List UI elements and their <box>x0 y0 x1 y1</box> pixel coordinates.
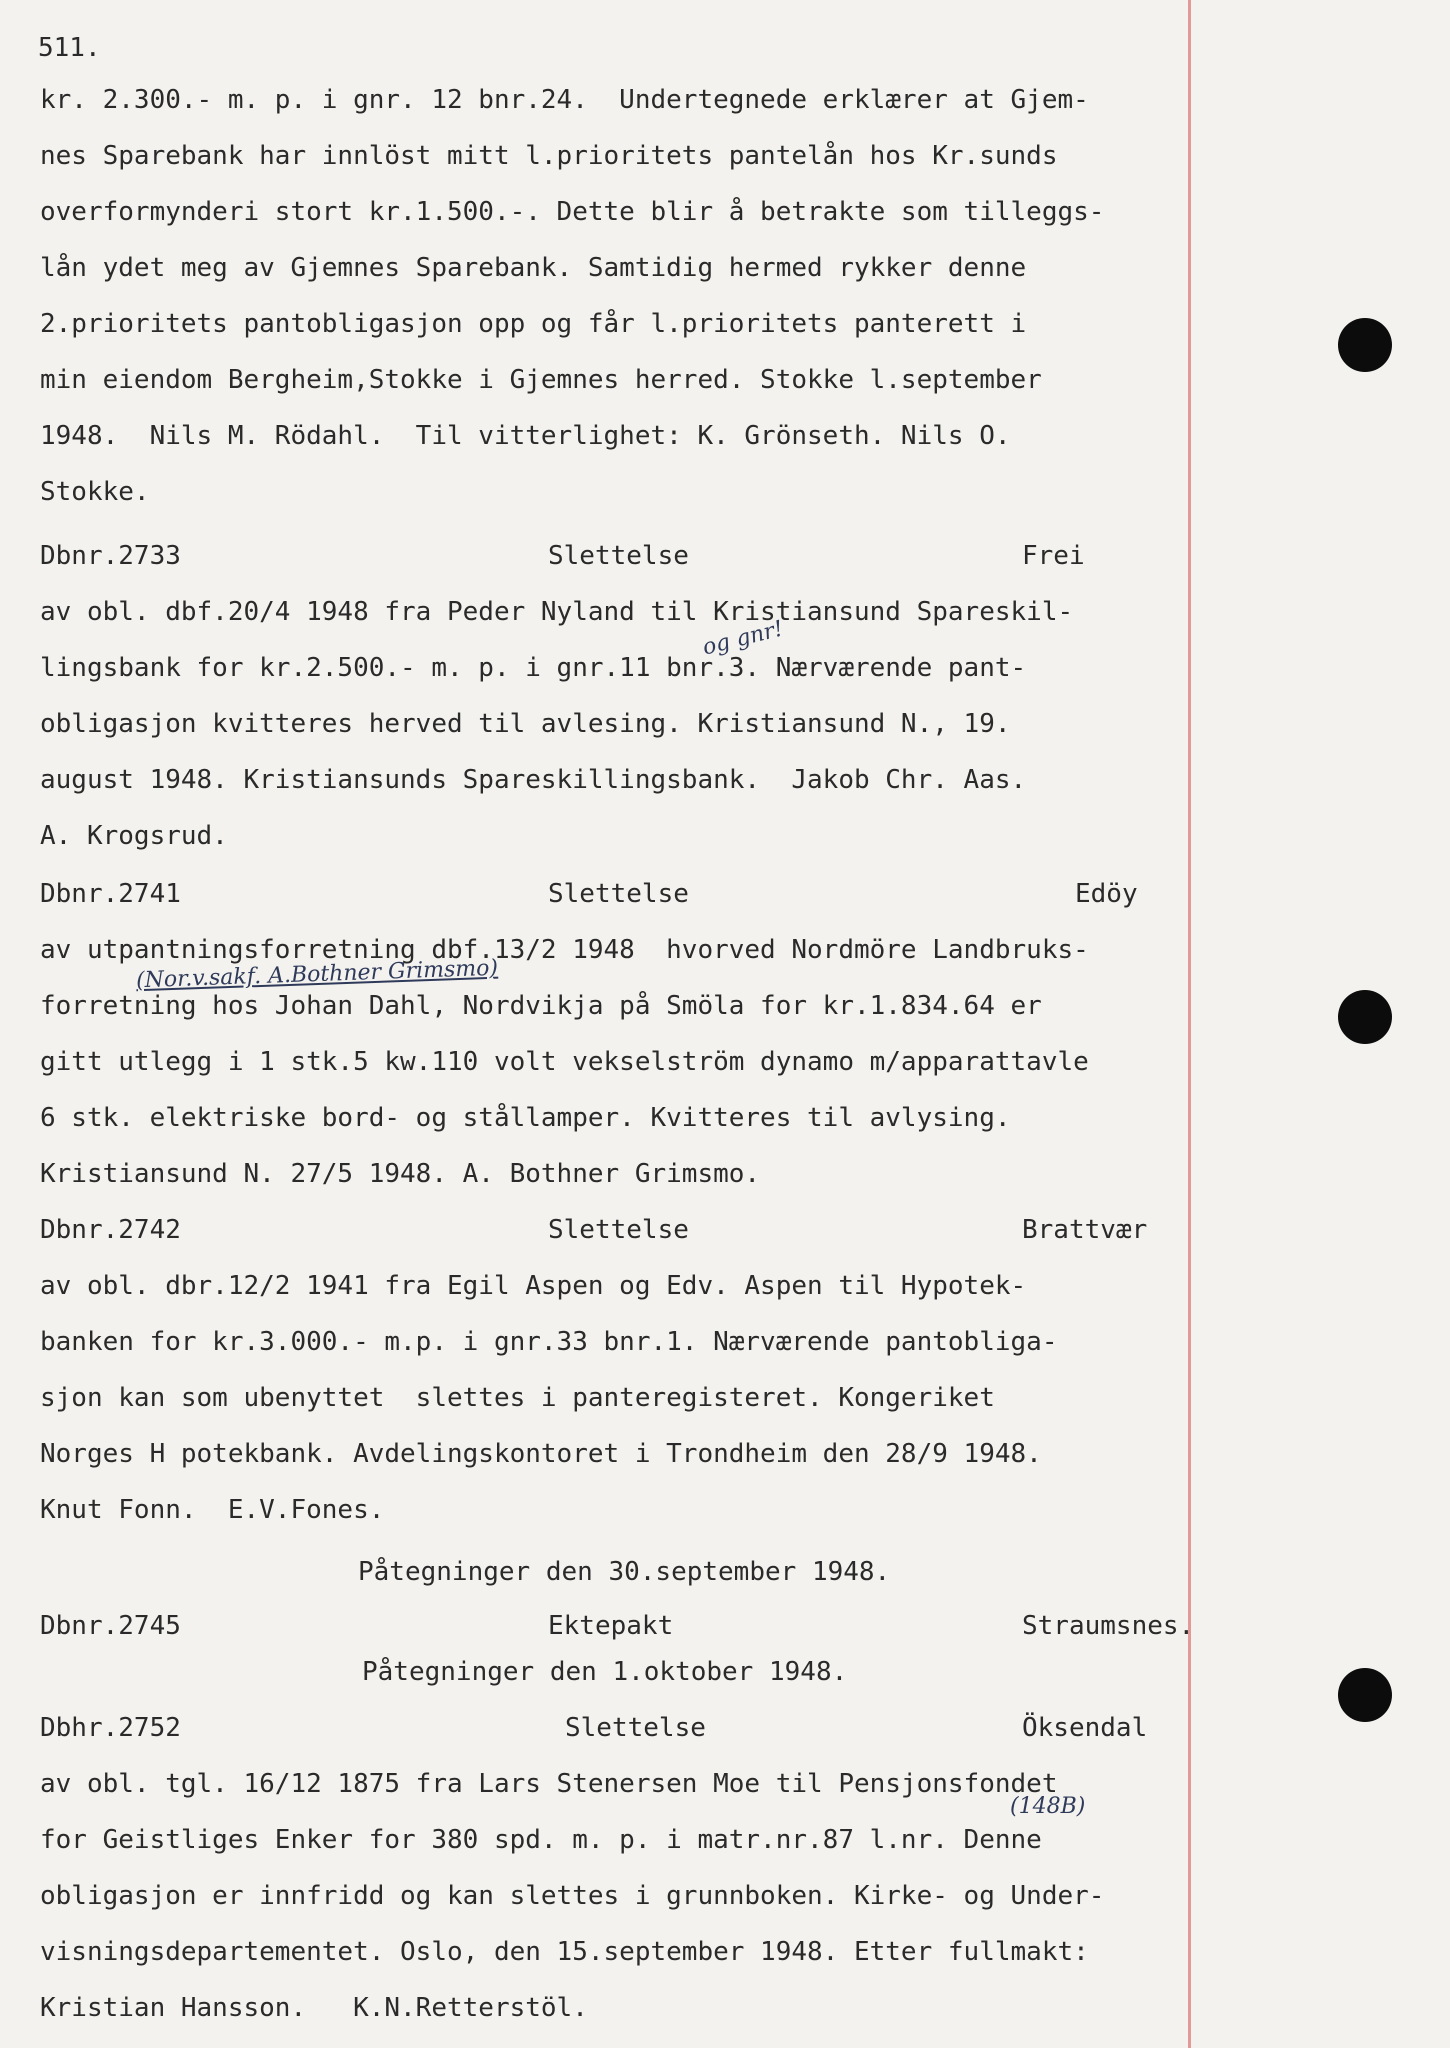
text-line: av obl. dbf.20/4 1948 fra Peder Nyland til Kristiansund Spareskil- <box>40 597 1074 627</box>
handwritten-note: (Nor.v.sakf. A.Bothner Grimsmo) <box>135 955 499 994</box>
entry-header <box>0 1708 1200 1748</box>
entry-header <box>0 874 1200 914</box>
entry-number: Dbnr.2741 <box>40 879 181 909</box>
entry-type: Slettelse <box>565 1713 706 1743</box>
entry-place: Brattvær <box>1022 1215 1148 1245</box>
entry-number: Dbnr.2745 <box>40 1611 181 1641</box>
text-line: lån ydet meg av Gjemnes Sparebank. Samtidig hermed rykker denne <box>40 253 1027 283</box>
text-line: av utpantningsforretning dbf.13/2 1948 hvorved Nordmöre Landbruks- <box>40 935 1089 965</box>
text-line: 1948. Nils M. Rödahl. Til vitterlighet: K. Grönseth. Nils O. <box>40 421 1011 451</box>
entry-header <box>0 536 1200 576</box>
text-line: sjon kan som ubenyttet slettes i panteregisteret. Kongeriket <box>40 1383 995 1413</box>
text-line: lingsbank for kr.2.500.- m. p. i gnr.11 bnr.3. Nærværende pant- <box>40 653 1027 683</box>
text-line: overformynderi stort kr.1.500.-. Dette blir å betrakte som tilleggs- <box>40 197 1105 227</box>
entry-number: Dbhr.2752 <box>40 1713 181 1743</box>
text-line: obligasjon er innfridd og kan slettes i grunnboken. Kirke- og Under- <box>40 1881 1105 1911</box>
entry-place: Edöy <box>1075 879 1138 909</box>
entry-header <box>0 1210 1200 1250</box>
entry-type: Slettelse <box>548 541 689 571</box>
date-heading: Påtegninger den 30.september 1948. <box>358 1557 891 1587</box>
text-line: Kristiansund N. 27/5 1948. A. Bothner Grimsmo. <box>40 1159 761 1189</box>
handwritten-note: (148B) <box>1010 1794 1086 1819</box>
punch-hole-1 <box>1338 318 1392 372</box>
entry-type: Slettelse <box>548 1215 689 1245</box>
entry-number: Dbnr.2742 <box>40 1215 181 1245</box>
text-line: gitt utlegg i 1 stk.5 kw.110 volt vekselström dynamo m/apparattavle <box>40 1047 1089 1077</box>
text-line: 6 stk. elektriske bord- og stållamper. Kvitteres til avlysing. <box>40 1103 1011 1133</box>
text-line: min eiendom Bergheim,Stokke i Gjemnes herred. Stokke l.september <box>40 365 1042 395</box>
entry-header <box>0 1606 1200 1646</box>
text-line: Stokke. <box>40 477 150 507</box>
text-line: Kristian Hansson. K.N.Retterstöl. <box>40 1993 588 2023</box>
text-line: visningsdepartementet. Oslo, den 15.september 1948. Etter fullmakt: <box>40 1937 1089 1967</box>
text-line: A. Krogsrud. <box>40 821 228 851</box>
punch-hole-2 <box>1338 990 1392 1044</box>
text-line: av obl. tgl. 16/12 1875 fra Lars Stenersen Moe til Pensjonsfondet <box>40 1769 1058 1799</box>
text-line: banken for kr.3.000.- m.p. i gnr.33 bnr.1. Nærværende pantobliga- <box>40 1327 1058 1357</box>
text-line: 2.prioritets pantobligasjon opp og får l.prioritets panterett i <box>40 309 1027 339</box>
text-line: august 1948. Kristiansunds Spareskillingsbank. Jakob Chr. Aas. <box>40 765 1027 795</box>
text-line: kr. 2.300.- m. p. i gnr. 12 bnr.24. Undertegnede erklærer at Gjem- <box>40 85 1089 115</box>
punch-hole-3 <box>1338 1668 1392 1722</box>
text-line: Norges H potekbank. Avdelingskontoret i Trondheim den 28/9 1948. <box>40 1439 1042 1469</box>
page-number-line <box>0 28 1200 68</box>
text-line: for Geistliges Enker for 380 spd. m. p. i matr.nr.87 l.nr. Denne <box>40 1825 1042 1855</box>
text-line: nes Sparebank har innlöst mitt l.prioritets pantelån hos Kr.sunds <box>40 141 1058 171</box>
text-line: av obl. dbr.12/2 1941 fra Egil Aspen og Edv. Aspen til Hypotek- <box>40 1271 1027 1301</box>
date-heading: Påtegninger den 1.oktober 1948. <box>362 1657 848 1687</box>
page-number: 511. <box>38 33 101 63</box>
entry-place: Straumsnes. <box>1022 1611 1195 1641</box>
text-line: obligasjon kvitteres herved til avlesing. Kristiansund N., 19. <box>40 709 1011 739</box>
entry-type: Ektepakt <box>548 1611 674 1641</box>
entry-number: Dbnr.2733 <box>40 541 181 571</box>
entry-place: Öksendal <box>1022 1713 1148 1743</box>
handwritten-note: og gnr! <box>700 616 786 661</box>
entry-place: Frei <box>1022 541 1085 571</box>
text-line: forretning hos Johan Dahl, Nordvikja på Smöla for kr.1.834.64 er <box>40 991 1042 1021</box>
text-line: Knut Fonn. E.V.Fones. <box>40 1495 385 1525</box>
entry-type: Slettelse <box>548 879 689 909</box>
